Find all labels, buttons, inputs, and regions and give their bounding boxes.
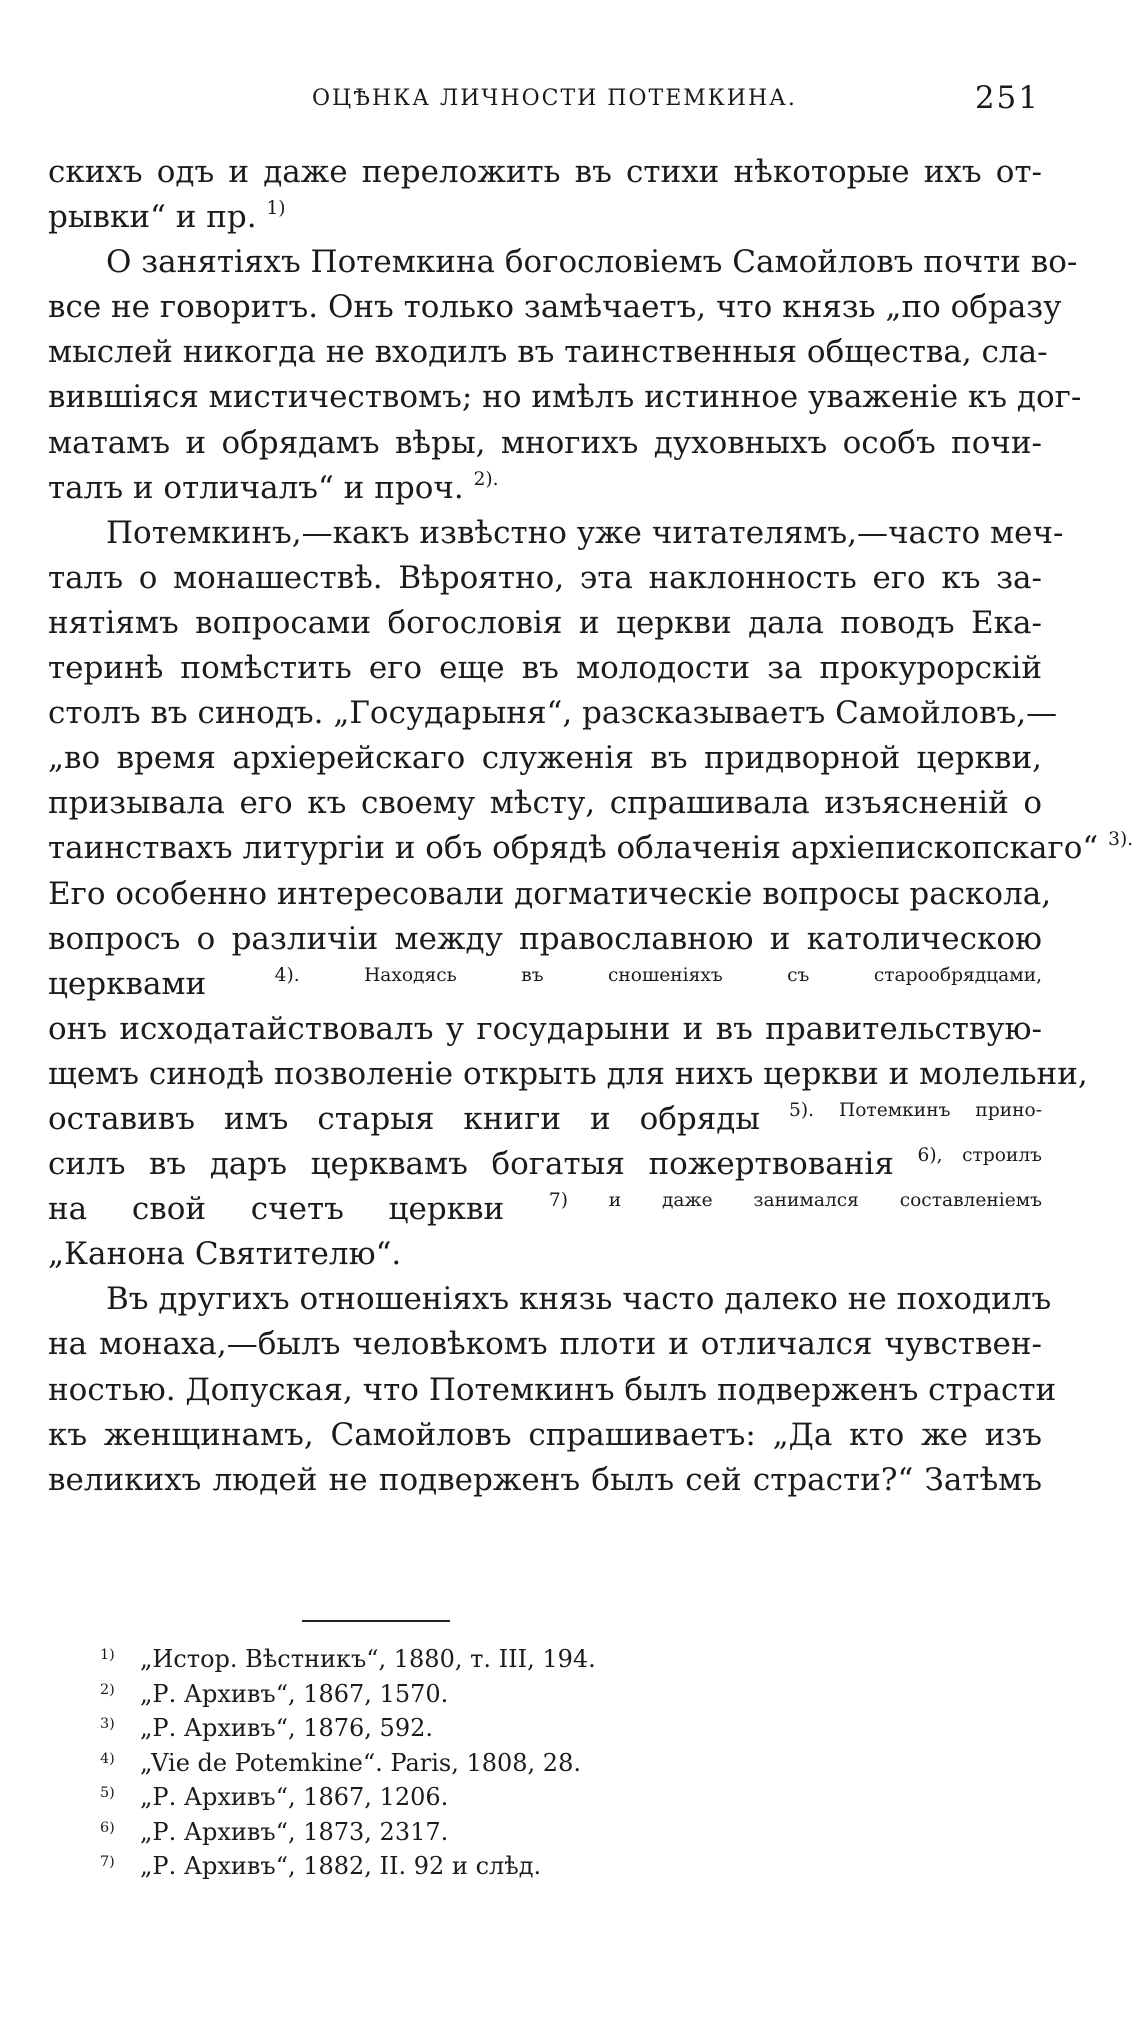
text-line: великихъ людей не подверженъ былъ сей страсти?“ Затѣмъ xyxy=(48,1461,1042,1498)
text-line: силъ въ даръ церквамъ богатыя пожертвованія $^{6), строилъ}$ xyxy=(48,1145,1042,1183)
text-line: „Канона Святителю“. xyxy=(48,1236,402,1273)
text-line: таинствахъ литургіи и объ обрядѣ облаченія архіепископскаго“ $^{3).}$ xyxy=(48,829,1134,867)
footnote-ref: 4). Находясь въ сношеніяхъ съ старообрядцами, xyxy=(274,964,1042,986)
body-text xyxy=(48,150,1134,1503)
text-line: рывки“ и пр. $^{1)}$ xyxy=(48,198,286,236)
text-line: „во время архіерейскаго служенія въ придворной церкви, xyxy=(48,740,1042,777)
footnote-text: „Р. Архивъ“, 1867, 1570. xyxy=(140,1679,449,1708)
footnote-text: „Р. Архивъ“, 1876, 592. xyxy=(140,1714,433,1742)
footnotes xyxy=(100,1642,700,1884)
text-line: оставивъ имъ старыя книги и обряды $^{5). Потемкинъ прино-}$ xyxy=(48,1099,1042,1137)
footnote-text: „Vie de Potemkine“. Paris, 1808, 28. xyxy=(140,1748,581,1777)
text-line: матамъ и обрядамъ вѣры, многихъ духовныхъ особъ почи- xyxy=(48,424,1042,461)
footnote-ref: 1) xyxy=(266,198,286,220)
text-line: Въ другихъ отношеніяхъ князь часто далеко не походилъ xyxy=(106,1281,1052,1318)
text-line: церквами $^{4). Находясь въ сношеніяхъ съ старообрядцами,}$ xyxy=(48,964,1042,1002)
page-number: 251 xyxy=(974,80,1040,116)
footnote-ref: 5). Потемкинъ прино- xyxy=(789,1099,1042,1121)
footnote xyxy=(100,1711,700,1746)
footnote-ref: 7) и даже занимался составленіемъ xyxy=(548,1190,1043,1212)
footnote-ref: 6), строилъ xyxy=(917,1145,1042,1167)
text-line: талъ и отличалъ“ и проч. $^{2).}$ xyxy=(48,468,499,506)
footnote-text: „Р. Архивъ“, 1867, 1206. xyxy=(140,1783,449,1811)
text-line: Его особенно интересовали догматическіе вопросы раскола, xyxy=(48,875,1052,912)
footnote-mark: 1) xyxy=(100,1647,115,1664)
text-line: мыслей никогда не входилъ въ таинственныя общества, сла- xyxy=(48,334,1048,371)
footnote xyxy=(100,1677,700,1712)
footnote xyxy=(100,1780,700,1815)
text-line: щемъ синодѣ позволеніе открыть для нихъ церкви и молельни, xyxy=(48,1055,1088,1092)
text-line: теринѣ помѣстить его еще въ молодости за прокурорскій xyxy=(48,650,1042,687)
text-line: къ женщинамъ, Самойловъ спрашиваетъ: „Да кто же изъ xyxy=(48,1416,1042,1453)
text-line: все не говоритъ. Онъ только замѣчаетъ, что князь „по образу xyxy=(48,289,1062,326)
text-line: Потемкинъ,—какъ извѣстно уже читателямъ,—часто меч- xyxy=(106,514,1064,551)
footnote-mark: 2) xyxy=(100,1681,115,1698)
footnote-ref: 3). xyxy=(1108,829,1134,851)
footnote-mark: 7) xyxy=(100,1854,115,1871)
footnote-text: „Истор. Вѣстникъ“, 1880, т. III, 194. xyxy=(140,1645,596,1673)
footnote xyxy=(100,1746,700,1781)
footnote-mark: 3) xyxy=(100,1716,115,1733)
text-line: нятіямъ вопросами богословія и церкви дала поводъ Ека- xyxy=(48,604,1042,641)
text-line: на свой счетъ церкви $^{7) и даже занимался составленіемъ}$ xyxy=(48,1190,1043,1228)
footnote-text: „Р. Архивъ“, 1873, 2317. xyxy=(140,1817,449,1846)
text-line: вившіяся мистичествомъ; но имѣлъ истинное уваженіе къ дог- xyxy=(48,379,1082,416)
text-line: призывала его къ своему мѣсту, спрашивала изъясненій о xyxy=(48,785,1042,822)
footnote-mark: 6) xyxy=(100,1819,115,1836)
footnote-ref: 2). xyxy=(473,468,499,490)
text-line: скихъ одъ и даже переложить въ стихи нѣкоторые ихъ от- xyxy=(48,154,1042,190)
text-line: ностью. Допуская, что Потемкинъ былъ подверженъ страсти xyxy=(48,1371,1057,1408)
text-line: онъ исходатайствовалъ у государыни и въ правительствую- xyxy=(48,1010,1042,1047)
text-line: вопросъ о различіи между православною и католическою xyxy=(48,920,1042,957)
footnote-mark: 4) xyxy=(100,1750,115,1767)
footnote xyxy=(100,1849,700,1884)
footnote xyxy=(100,1815,700,1850)
text-line: талъ о монашествѣ. Вѣроятно, эта наклонность его къ за- xyxy=(48,559,1042,596)
text-line: О занятіяхъ Потемкина богословіемъ Самойловъ почти во- xyxy=(106,244,1078,281)
text-line: на монаха,—былъ человѣкомъ плоти и отличался чувствен- xyxy=(48,1326,1042,1363)
running-head: ОЦѢНКА ЛИЧНОСТИ ПОТЕМКИНА. xyxy=(312,86,797,111)
footnote-text: „Р. Архивъ“, 1882, II. 92 и слѣд. xyxy=(140,1852,542,1880)
text-line: столъ въ синодъ. „Государыня“, разсказываетъ Самойловъ,— xyxy=(48,695,1058,732)
footnote-divider xyxy=(302,1620,450,1622)
footnote xyxy=(100,1642,700,1677)
page-header xyxy=(50,82,1040,122)
footnote-mark: 5) xyxy=(100,1785,115,1802)
